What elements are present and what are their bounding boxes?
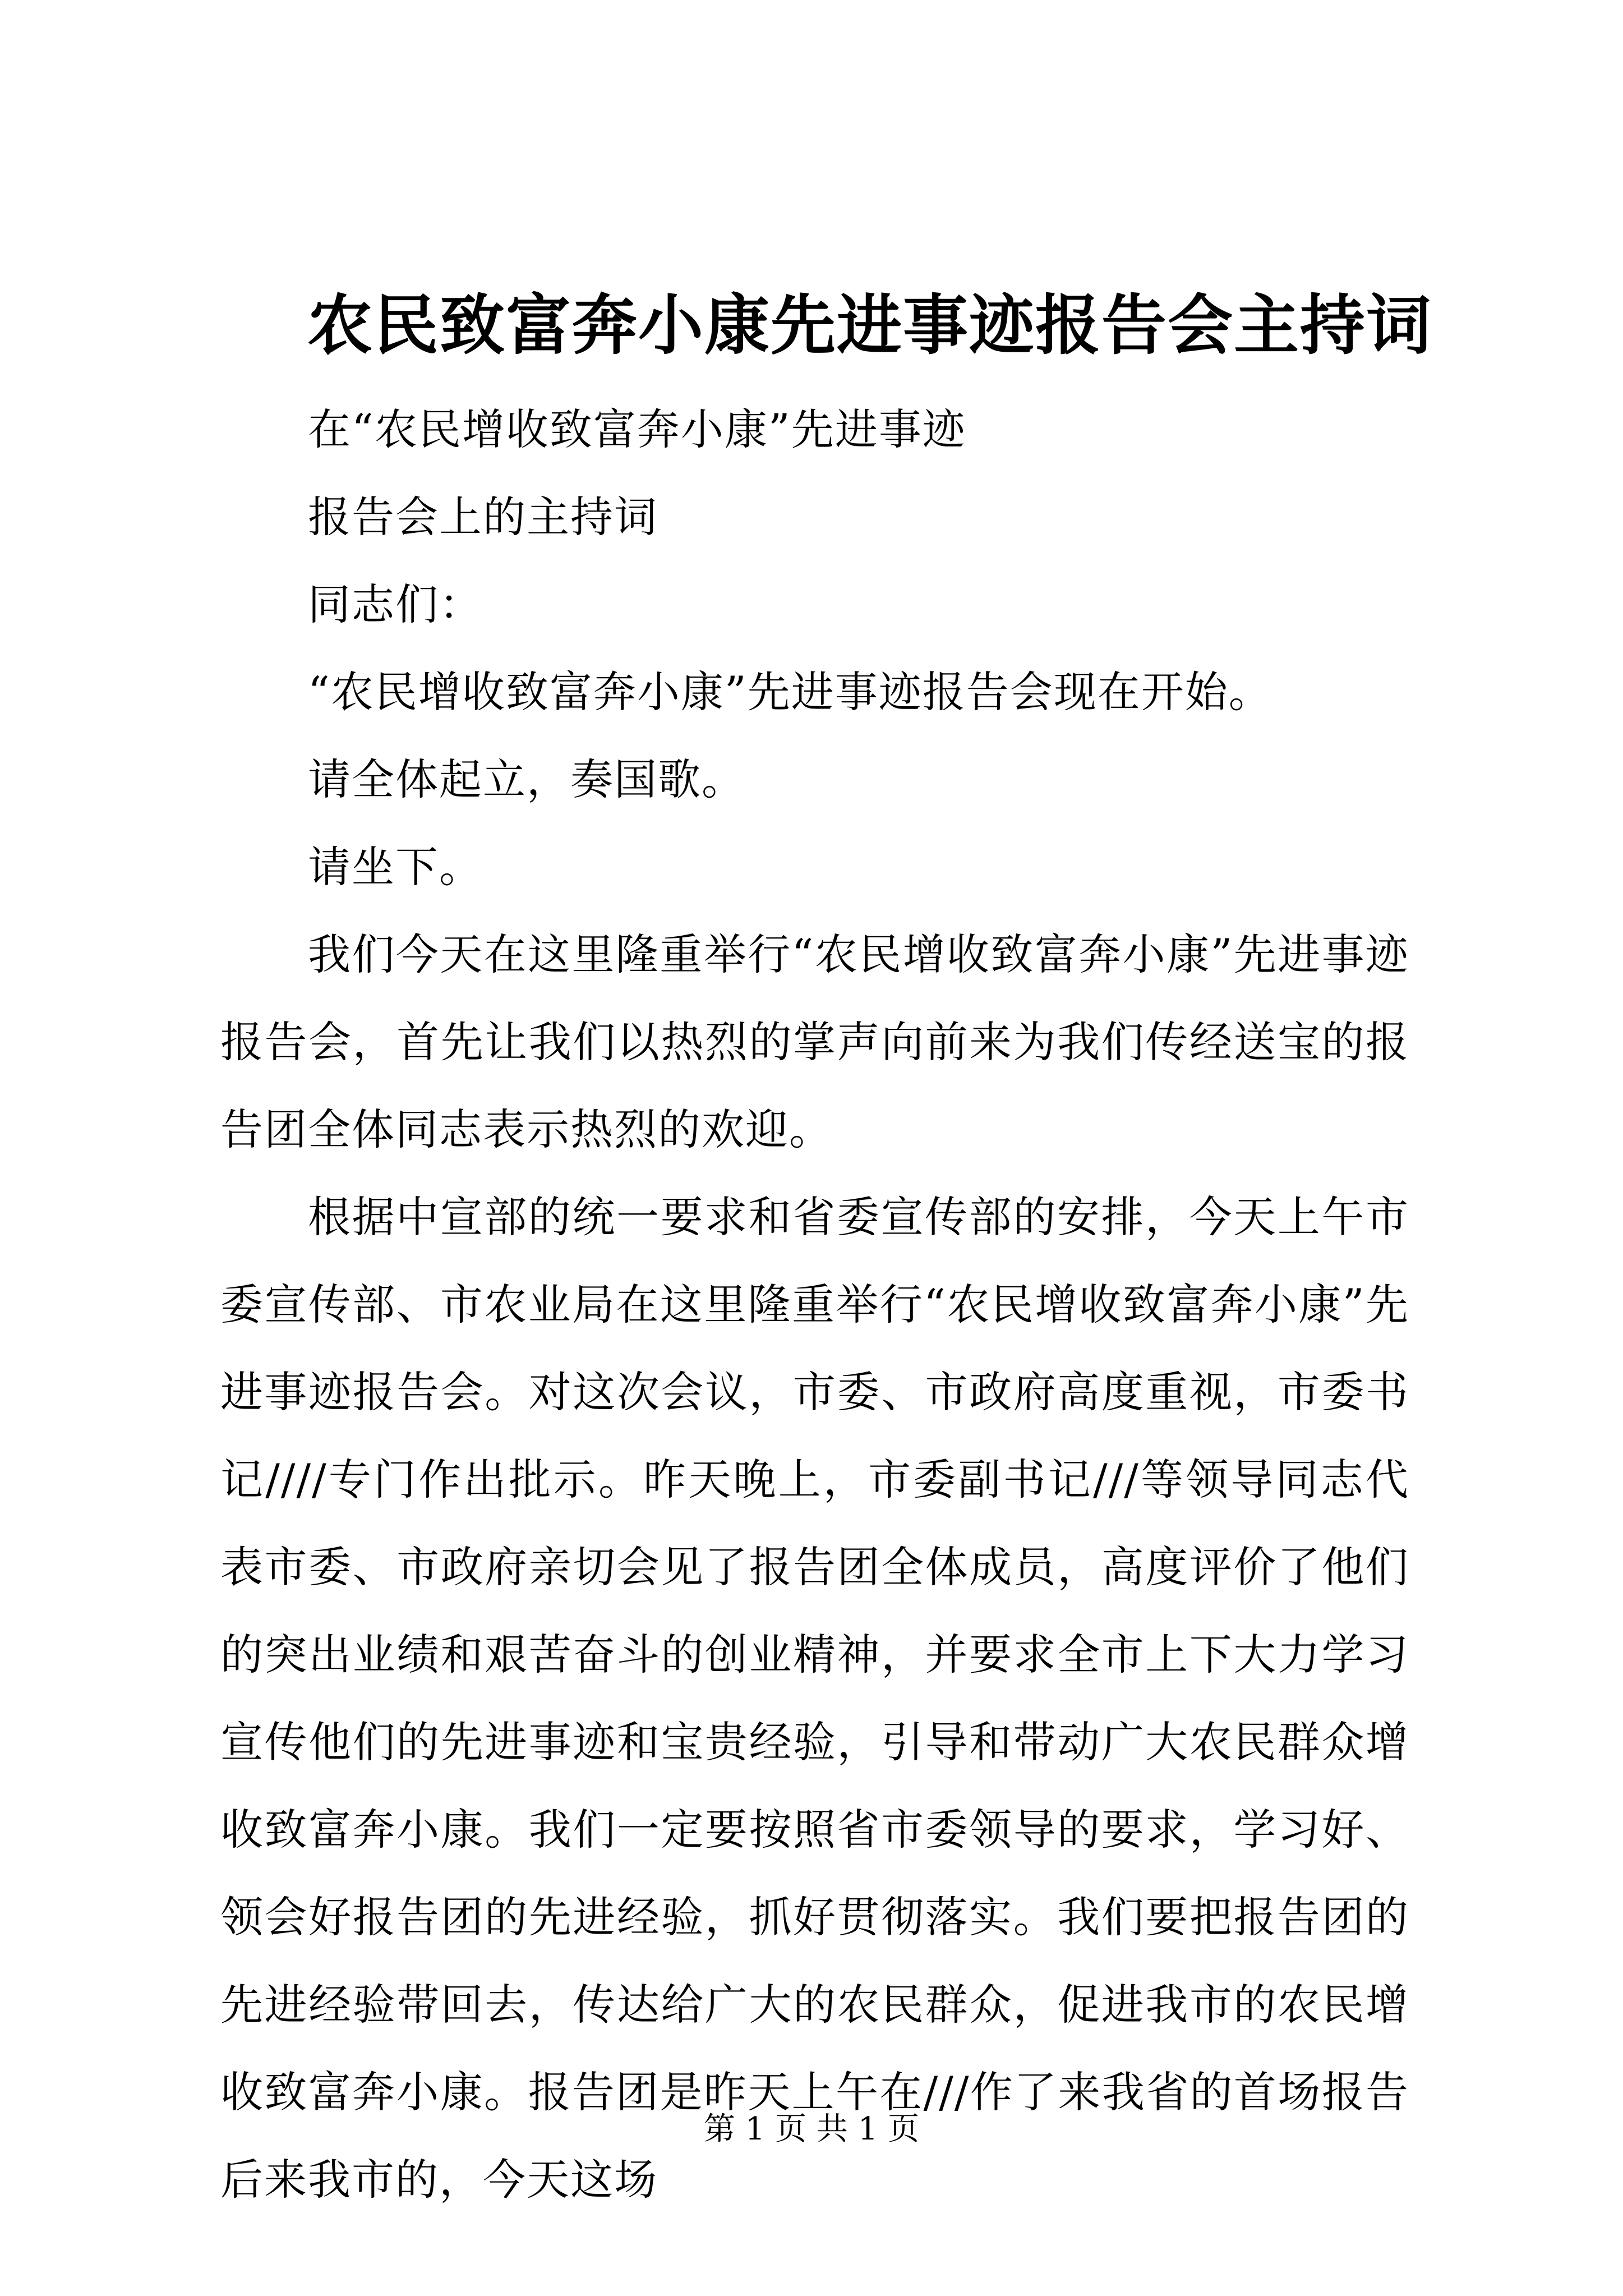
paragraph-anthem: 请全体起立，奏国歌。 bbox=[308, 754, 745, 804]
paragraph-sit-down: 请坐下。 bbox=[308, 842, 483, 892]
document-title: 农民致富奔小康先进事迹报告会主持词 bbox=[307, 287, 1432, 364]
document-body bbox=[220, 386, 1409, 2224]
paragraph-opening: “农民增收致富奔小康”先进事迹报告会现在开始。 bbox=[308, 667, 1272, 717]
paragraph-salutation: 同志们： bbox=[308, 579, 483, 629]
paragraph-subtitle-line-2: 报告会上的主持词 bbox=[308, 492, 658, 542]
page-footer: 第 1 页 共 1 页 bbox=[703, 2111, 920, 2147]
paragraph-welcome: 我们今天在这里隆重举行“农民增收致富奔小康”先进事迹报告会，首先让我们以热烈的掌声向前来为我们传经送宝的报告团全体同志表示热烈的欢迎。 bbox=[220, 930, 1409, 1154]
paragraph-subtitle-line-1: 在“农民增收致富奔小康”先进事迹 bbox=[308, 404, 966, 454]
paragraph-background: 根据中宣部的统一要求和省委宣传部的安排，今天上午市委宣传部、市农业局在这里隆重举行“农民增收致富奔小康”先进事迹报告会。对这次会议，市委、市政府高度重视，市委书记////专门作出批示。昨天晚上，市委副书记///等领导同志代表市委、市政府亲切会见了报告团全体成员，高度评价了他们的突出业绩和艰苦奋斗的创业精神，并要求全市上下大力学习宣传他们的先进事迹和宝贵经验，引导和带动广大农民群众增收致富奔小康。我们一定要按照省市委领导的要求，学习好、领会好报告团的先进经验，抓好贯彻落实。我们要把报告团的先进经验带回去，传达给广大的农民群众，促进我市的农民增收致富奔小康。报告团是昨天上午在///作了来我省的首场报告后来我市的，今天这场 bbox=[220, 1192, 1409, 2205]
